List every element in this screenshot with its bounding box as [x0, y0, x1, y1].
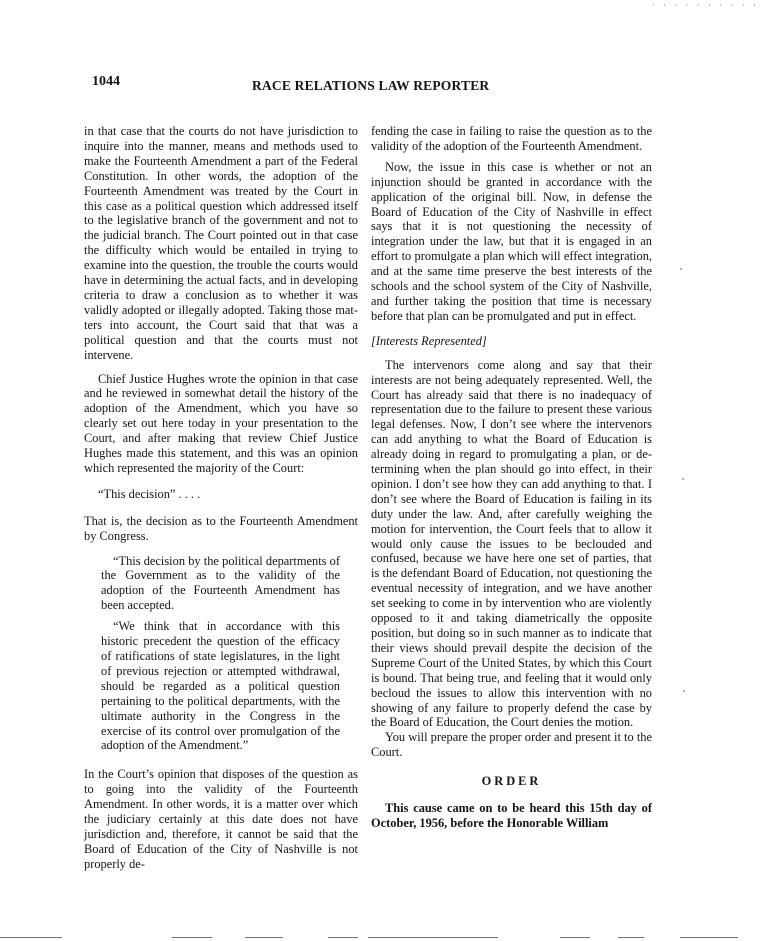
scan-edge-line: [618, 937, 644, 938]
section-heading: [Interests Represented]: [371, 333, 487, 348]
scan-edge-line: [172, 937, 212, 938]
right-column: [371, 124, 652, 831]
scan-artifact-dots: · · · · · · · · · ·: [651, 0, 759, 10]
quoted-fragment: “This decision” . . . .: [98, 486, 201, 501]
paragraph: fending the case in failing to raise the question as to the validity of the adoption of the Fourteenth Amendment.: [371, 124, 652, 153]
left-column: [84, 124, 358, 872]
scan-edge-line: [368, 937, 498, 938]
running-head: RACE RELATIONS LAW REPORTER: [252, 78, 490, 93]
paragraph: Now, the issue in this case is whether or not an injunction should be granted in accordance with the application of the original bill. Now, in defense the Board of Education of the City of Nashville in effect says that it is not questioning the necessity of integration under the law, but that it is engaged in an effort to promulgate a plan which will effect integration, and at the same time preserve the best interests of the schools and the school system of the City of Nashville, and further taking the position that time is necessary before that plan can be promulgated and put in effect.: [371, 159, 652, 323]
paragraph: That is, the decision as to the Fourteenth Amendment by Congress.: [84, 513, 358, 543]
scan-edge-line: [0, 937, 62, 938]
block-quote: “This decision by the political departments of the Government as to the validity of the adoption of the Fourteenth Amendment has been accepted.: [101, 553, 340, 613]
block-quote: “We think that in accordance with this historic precedent the question of the efficacy of ratifications of state legislatures, in the light of previous rejection or attempted withdrawal, should be regarded as a political question pertaining to the political departments, with the ultimate authority in the Congress in the exercise of its control over promulgation of the adoption of the Amendment.”: [101, 619, 340, 753]
scan-edge-line: [560, 937, 590, 938]
scan-edge-line: [680, 937, 738, 938]
paragraph: You will prepare the proper order and present it to the Court.: [371, 730, 652, 760]
page-number: 1044: [92, 74, 120, 89]
paragraph: The intervenors come along and say that their interests are not being adequately represented. Well, the Court has already said that there is no inadequacy of representation due to the failure to present these various legal defenses. Now, I don’t see where the intervenors can add anything to what the Board of Education is already doing in regard to promulgating a plan, or determining when the plan should go into effect, in their opinion. I don’t see how they can add anything to that. I don’t see where the Board of Education is failing in its duty under the law. And, after carefully weighing the motion for intervention, the Court feels that to allow it would only cause the issues to be beclouded and confused, because we have here one set of parties, that is the defendant Board of Education, not questioning the eventual necessity of integration, and we have another set seeking to come in by intervention who are violently opposed to it and taking diametrically the opposite position, but doing so in such manner as to indicate that their views should prevail despite the decision of the Supreme Court of the United States, by which this Court is bound. That being true, and feeling that it would only becloud the issues to allow this intervention with no showing of any failure to properly defend the case by the Board of Education, the Court denies the motion.: [371, 357, 652, 730]
scan-speck: [680, 268, 682, 270]
scan-speck: [683, 690, 685, 692]
scan-edge-line: [328, 937, 358, 938]
paragraph: in that case that the courts do not have jurisdiction to inquire into the manner, means and methods used to make the Fourteenth Amendment a part of the Federal Constitution. In other words, the adoption of the Fourteenth Amendment was treated by the Court in this case as a political question which addressed itself to the legislative branch of the government and not to the judicial branch. The Court pointed out in that case the difficulty which would be entailed in trying to examine into the question, the trouble the courts would have in determining the actual facts, and in developing criteria to draw a conclusion as to whether it was validly adopted or illegally adopted. Taking those matters into account, the Court said that that was a political question and that the courts must not intervene.: [84, 124, 358, 362]
paragraph: In the Court’s opinion that disposes of the question as to going into the validity of the Fourteenth Amendment. In other words, it is a matter over which the judiciary certainly at this date does not have jurisdiction and, therefore, it cannot be said that the Board of Education of the City of Nashville is not properly de-: [84, 767, 358, 871]
scan-speck: [682, 478, 684, 480]
scan-edge-line: [245, 937, 283, 938]
paragraph: Chief Justice Hughes wrote the opinion in that case and he reviewed in somewhat detail the history of the adoption of the Amendment, which you have so clearly set out here today in your presentation to the Court, and after making that review Chief Justice Hughes made this statement, and this was an opinion which represented the majority of the Court:: [84, 371, 358, 475]
order-heading: ORDER: [481, 774, 542, 789]
paragraph: This cause came on to be heard this 15th day of October, 1956, before the Honorable William: [371, 801, 652, 830]
